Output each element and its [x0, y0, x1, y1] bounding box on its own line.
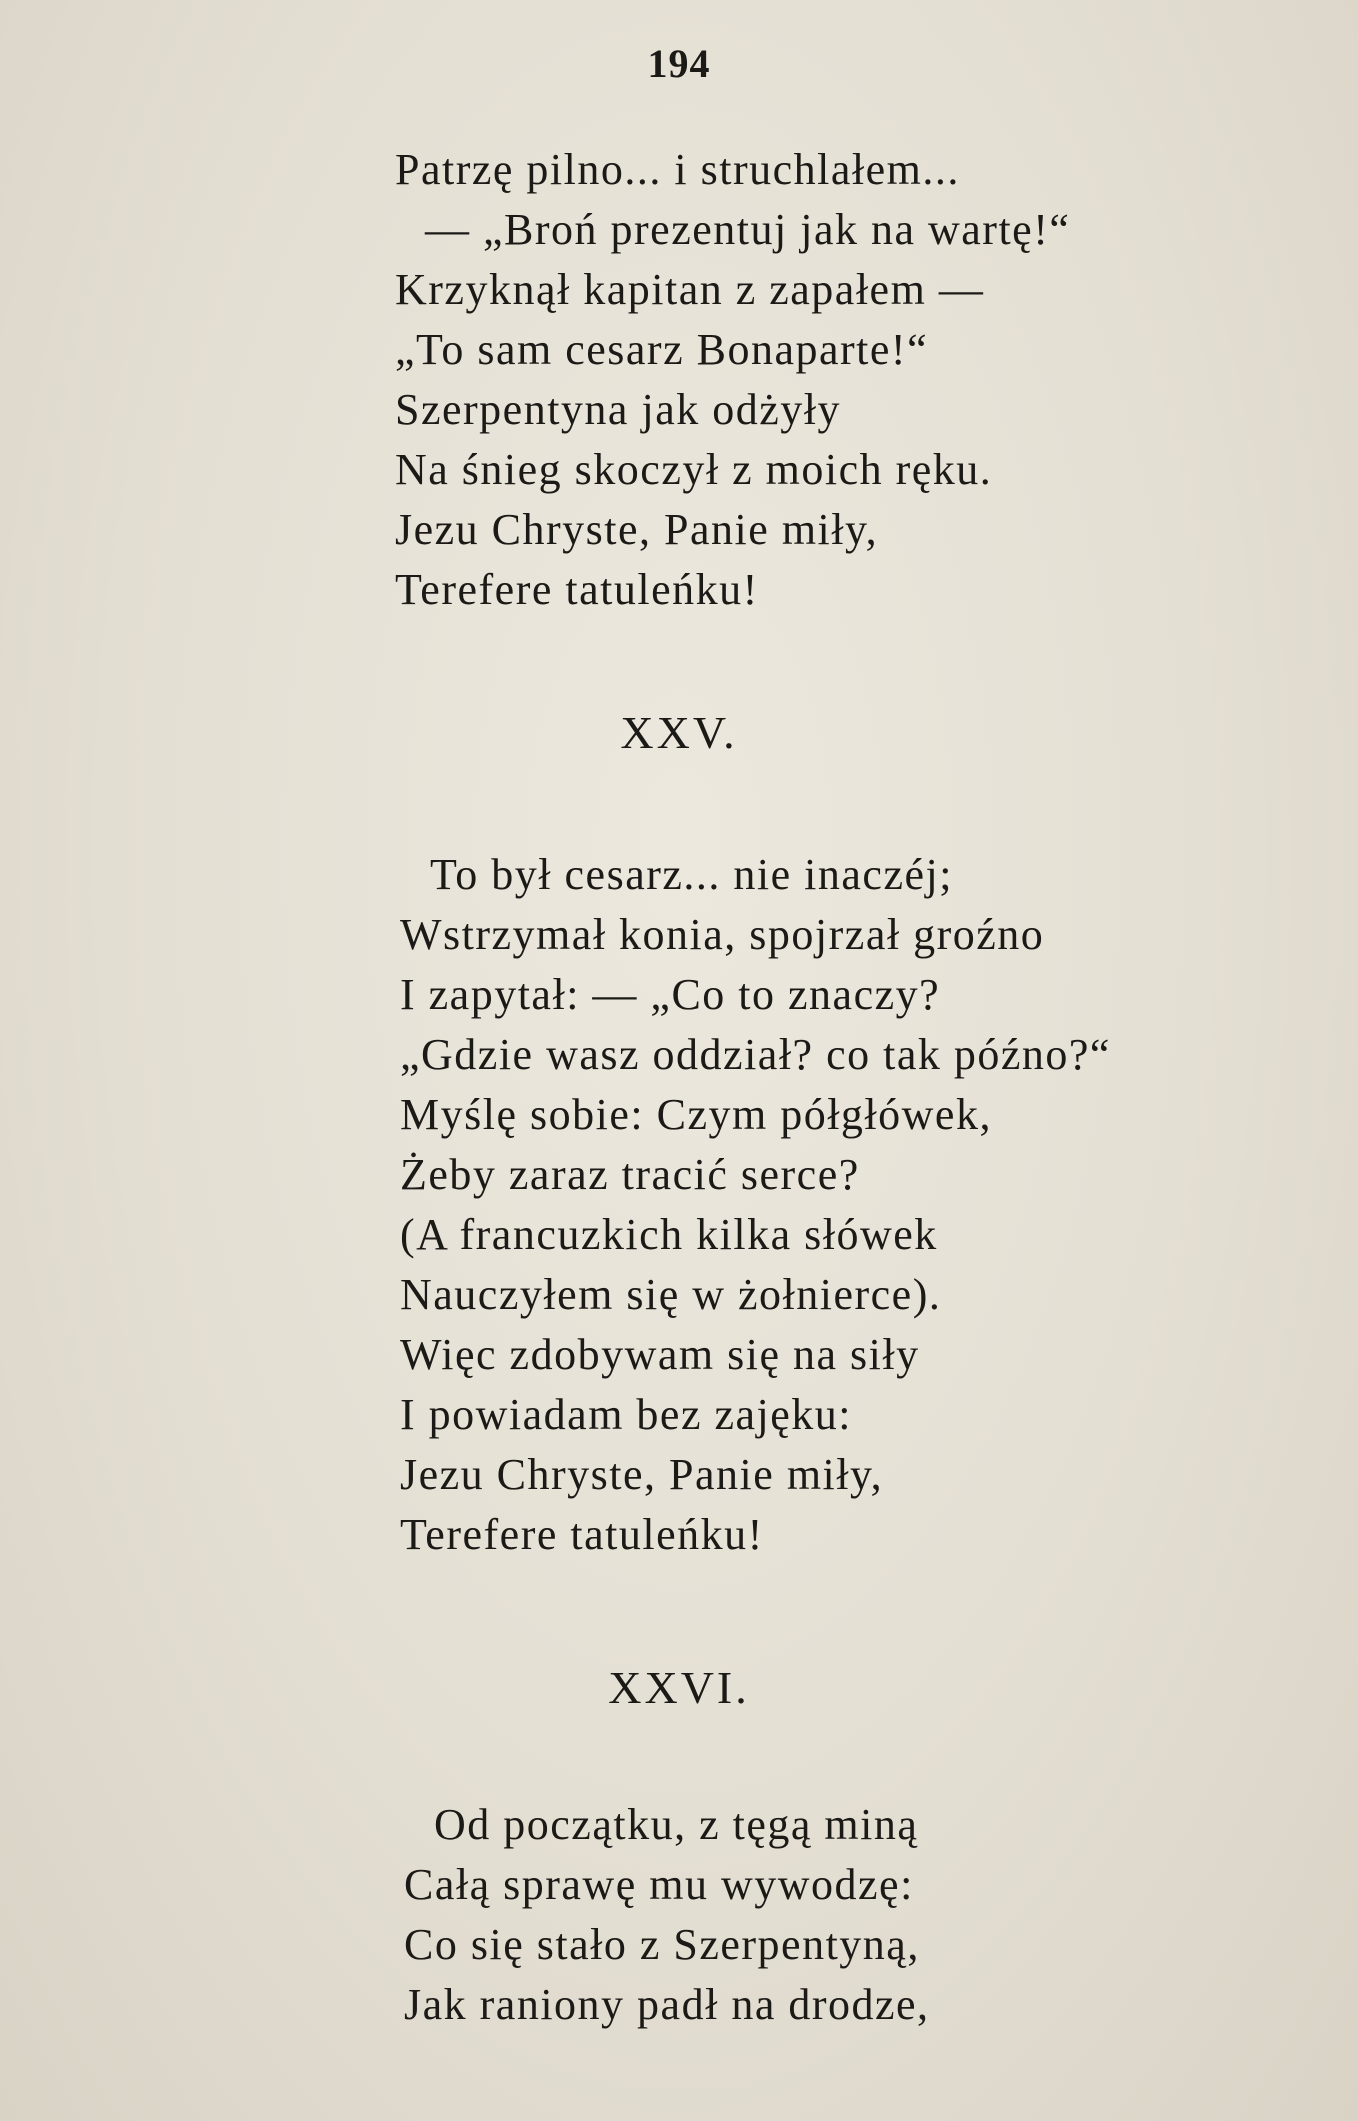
verse-line: Patrzę pilno... i struchlałem...: [395, 145, 960, 194]
stanza-top: [395, 140, 1070, 620]
verse-line: Jezu Chryste, Panie miły,: [400, 1450, 884, 1499]
section-heading-xxvi: XXVI.: [608, 1662, 750, 1713]
verse-line: „Gdzie wasz oddział? co tak późno?“: [400, 1030, 1111, 1079]
verse-line: (A francuzkich kilka słówek: [400, 1210, 938, 1259]
stanza-xxv: [400, 845, 1111, 1565]
verse-line: I powiadam bez zajęku:: [400, 1390, 853, 1439]
verse-line: Terefere tatuleńku!: [400, 1510, 764, 1559]
verse-line: To był cesarz... nie inaczéj;: [430, 850, 953, 899]
verse-line: — „Broń prezentuj jak na wartę!“: [425, 205, 1071, 254]
verse-line: „To sam cesarz Bonaparte!“: [395, 325, 929, 374]
verse-line: Całą sprawę mu wywodzę:: [404, 1860, 914, 1909]
page-number: 194: [647, 41, 711, 86]
section-heading-xxv: XXV.: [620, 707, 738, 758]
verse-line: Myślę sobie: Czym półgłówek,: [400, 1090, 992, 1139]
stanza-xxvi: [404, 1795, 930, 2035]
verse-line: Nauczyłem się w żołnierce).: [400, 1270, 942, 1319]
verse-line: I zapytał: — „Co to znaczy?: [400, 970, 941, 1019]
verse-line: Wstrzymał konia, spojrzał groźno: [400, 910, 1045, 959]
verse-line: Co się stało z Szerpentyną,: [404, 1920, 920, 1969]
verse-line: Szerpentyna jak odżyły: [395, 385, 841, 434]
verse-line: Na śnieg skoczył z moich ręku.: [395, 445, 993, 494]
verse-line: Terefere tatuleńku!: [395, 565, 759, 614]
verse-line: Od początku, z tęgą miną: [434, 1800, 919, 1849]
verse-line: Krzyknął kapitan z zapałem —: [395, 265, 985, 314]
verse-line: Więc zdobywam się na siły: [400, 1330, 920, 1379]
verse-line: Jezu Chryste, Panie miły,: [395, 505, 879, 554]
verse-line: Żeby zaraz tracić serce?: [400, 1150, 860, 1199]
verse-line: Jak raniony padł na drodze,: [404, 1980, 930, 2029]
